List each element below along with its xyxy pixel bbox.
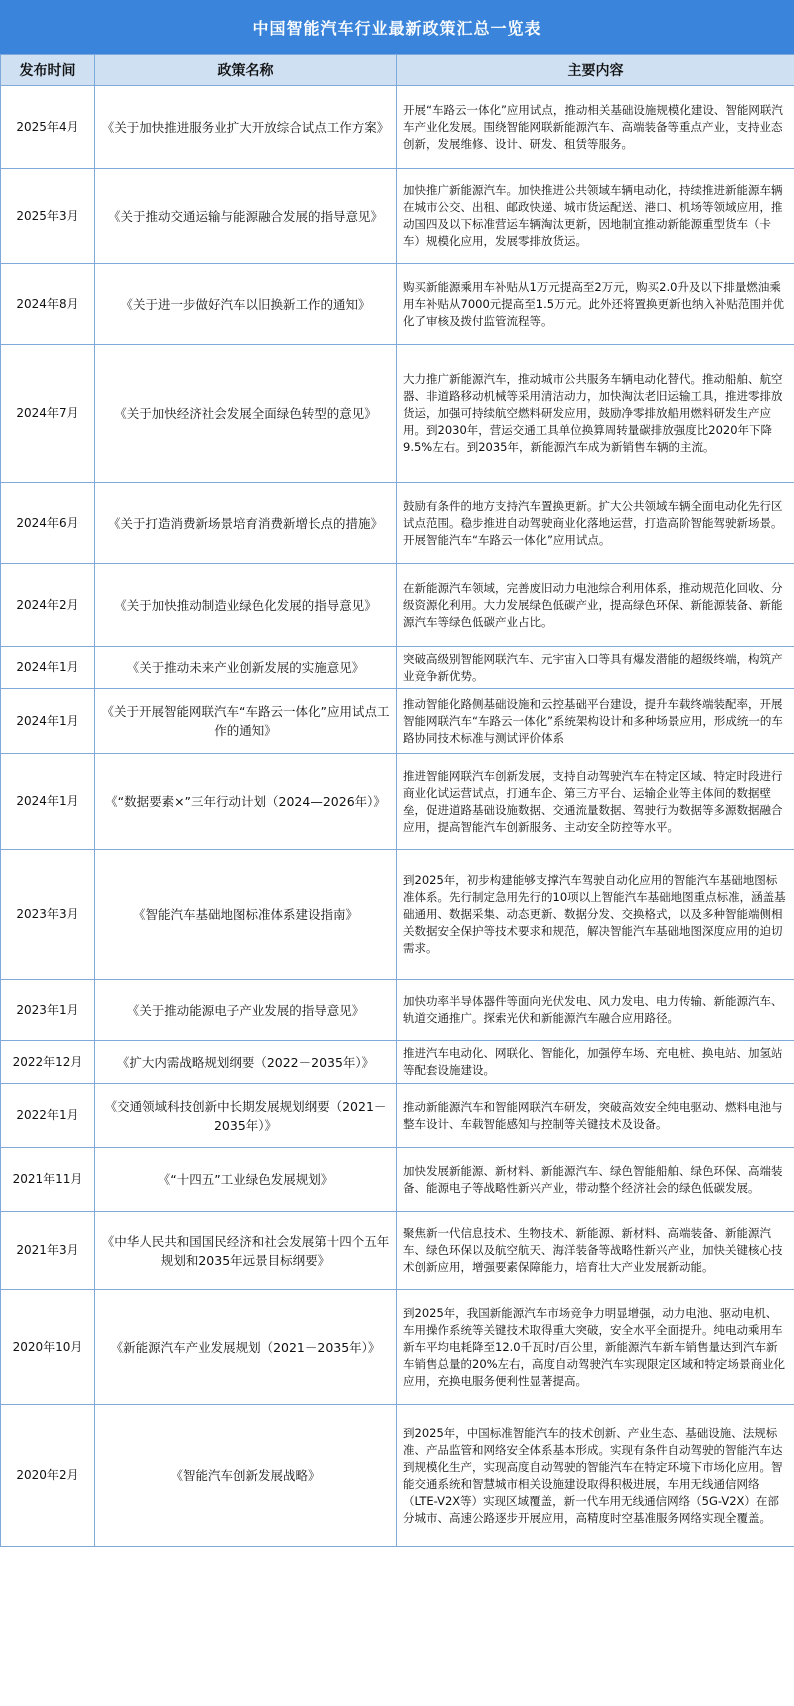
cell-policy-name: 《“数据要素×”三年行动计划（2024—2026年）》 bbox=[95, 754, 397, 850]
table-row bbox=[1, 1405, 794, 1547]
policy-table bbox=[0, 54, 794, 1547]
cell-main-content: 加快发展新能源、新材料、新能源汽车、绿色智能船舶、绿色环保、高端装备、能源电子等战略性新兴产业，带动整个经济社会的绿色低碳发展。 bbox=[397, 1148, 794, 1212]
cell-policy-name: 《关于开展智能网联汽车“车路云一体化”应用试点工作的通知》 bbox=[95, 689, 397, 754]
cell-date: 2022年12月 bbox=[1, 1041, 95, 1084]
table-row bbox=[1, 647, 794, 689]
cell-policy-name: 《中华人民共和国国民经济和社会发展第十四个五年规划和2035年远景目标纲要》 bbox=[95, 1212, 397, 1290]
cell-main-content: 推动新能源汽车和智能网联汽车研发，突破高效安全纯电驱动、燃料电池与整车设计、车载智能感知与控制等关键技术及设备。 bbox=[397, 1084, 794, 1148]
cell-main-content: 聚焦新一代信息技术、生物技术、新能源、新材料、高端装备、新能源汽车、绿色环保以及航空航天、海洋装备等战略性新兴产业，加快关键核心技术创新应用，增强要素保障能力，培育壮大产业发展新动能。 bbox=[397, 1212, 794, 1290]
table-row bbox=[1, 169, 794, 264]
header-policy-name: 政策名称 bbox=[95, 55, 397, 86]
table-row bbox=[1, 1290, 794, 1405]
page-title: 中国智能汽车行业最新政策汇总一览表 bbox=[0, 0, 794, 54]
cell-policy-name: 《扩大内需战略规划纲要（2022－2035年）》 bbox=[95, 1041, 397, 1084]
cell-date: 2025年4月 bbox=[1, 86, 95, 169]
cell-date: 2021年11月 bbox=[1, 1148, 95, 1212]
cell-main-content: 突破高级别智能网联汽车、元宇宙入口等具有爆发潜能的超级终端，构筑产业竞争新优势。 bbox=[397, 647, 794, 689]
cell-date: 2024年7月 bbox=[1, 345, 95, 483]
cell-policy-name: 《“十四五”工业绿色发展规划》 bbox=[95, 1148, 397, 1212]
cell-main-content: 推进智能网联汽车创新发展，支持自动驾驶汽车在特定区域、特定时段进行商业化试运营试点，打通车企、第三方平台、运输企业等主体间的数据壁垒，促进道路基础设施数据、交通流量数据、驾驶行为数据等多源数据融合应用，提高智能汽车创新服务、主动安全防控等水平。 bbox=[397, 754, 794, 850]
cell-date: 2020年10月 bbox=[1, 1290, 95, 1405]
cell-policy-name: 《交通领域科技创新中长期发展规划纲要（2021－2035年）》 bbox=[95, 1084, 397, 1148]
table-row bbox=[1, 980, 794, 1041]
cell-main-content: 开展“车路云一体化”应用试点，推动相关基础设施规模化建设、智能网联汽车产业化发展。围绕智能网联新能源汽车、高端装备等重点产业，支持业态创新，发展维修、设计、研发、租赁等服务。 bbox=[397, 86, 794, 169]
table-row bbox=[1, 564, 794, 647]
cell-policy-name: 《新能源汽车产业发展规划（2021－2035年）》 bbox=[95, 1290, 397, 1405]
cell-policy-name: 《智能汽车基础地图标准体系建设指南》 bbox=[95, 850, 397, 980]
cell-date: 2025年3月 bbox=[1, 169, 95, 264]
cell-main-content: 到2025年，中国标准智能汽车的技术创新、产业生态、基础设施、法规标准、产品监管和网络安全体系基本形成。实现有条件自动驾驶的智能汽车达到规模化生产，实现高度自动驾驶的智能汽车在特定环境下市场化应用。智能交通系统和智慧城市相关设施建设取得积极进展，车用无线通信网络（LTE-V2X等）实现区域覆盖，新一代车用无线通信网络（5G-V2X）在部分城市、高速公路逐步开展应用，高精度时空基准服务网络实现全覆盖。 bbox=[397, 1405, 794, 1547]
cell-policy-name: 《关于推动交通运输与能源融合发展的指导意见》 bbox=[95, 169, 397, 264]
cell-date: 2020年2月 bbox=[1, 1405, 95, 1547]
cell-date: 2023年3月 bbox=[1, 850, 95, 980]
cell-main-content: 购买新能源乘用车补贴从1万元提高至2万元，购买2.0升及以下排量燃油乘用车补贴从7000元提高至1.5万元。此外还将置换更新也纳入补贴范围并优化了审核及拨付监管流程等。 bbox=[397, 264, 794, 345]
table-header-row bbox=[1, 55, 794, 86]
cell-policy-name: 《关于推动能源电子产业发展的指导意见》 bbox=[95, 980, 397, 1041]
table-row bbox=[1, 754, 794, 850]
cell-policy-name: 《关于推动未来产业创新发展的实施意见》 bbox=[95, 647, 397, 689]
table-row bbox=[1, 86, 794, 169]
cell-date: 2021年3月 bbox=[1, 1212, 95, 1290]
cell-policy-name: 《智能汽车创新发展战略》 bbox=[95, 1405, 397, 1547]
cell-main-content: 推动智能化路侧基础设施和云控基础平台建设，提升车载终端装配率，开展智能网联汽车“车路云一体化”系统架构设计和多种场景应用，形成统一的车路协同技术标准与测试评价体系 bbox=[397, 689, 794, 754]
cell-date: 2022年1月 bbox=[1, 1084, 95, 1148]
table-row bbox=[1, 1148, 794, 1212]
table-row bbox=[1, 850, 794, 980]
cell-policy-name: 《关于加快推进服务业扩大开放综合试点工作方案》 bbox=[95, 86, 397, 169]
table-row bbox=[1, 1084, 794, 1148]
cell-main-content: 鼓励有条件的地方支持汽车置换更新。扩大公共领域车辆全面电动化先行区试点范围。稳步推进自动驾驶商业化落地运营，打造高阶智能驾驶新场景。开展智能汽车“车路云一体化”应用试点。 bbox=[397, 483, 794, 564]
table-row bbox=[1, 1041, 794, 1084]
header-date: 发布时间 bbox=[1, 55, 95, 86]
cell-date: 2024年6月 bbox=[1, 483, 95, 564]
cell-policy-name: 《关于进一步做好汽车以旧换新工作的通知》 bbox=[95, 264, 397, 345]
table-row bbox=[1, 483, 794, 564]
cell-main-content: 推进汽车电动化、网联化、智能化，加强停车场、充电桩、换电站、加氢站等配套设施建设。 bbox=[397, 1041, 794, 1084]
cell-policy-name: 《关于打造消费新场景培育消费新增长点的措施》 bbox=[95, 483, 397, 564]
cell-main-content: 加快推广新能源汽车。加快推进公共领域车辆电动化，持续推进新能源车辆在城市公交、出租、邮政快递、城市货运配送、港口、机场等领域应用，推动国四及以下标准营运车辆淘汰更新，因地制宜推动新能源重型货车（卡车）规模化应用，发展零排放货运。 bbox=[397, 169, 794, 264]
cell-date: 2023年1月 bbox=[1, 980, 95, 1041]
cell-date: 2024年1月 bbox=[1, 689, 95, 754]
cell-main-content: 到2025年，初步构建能够支撑汽车驾驶自动化应用的智能汽车基础地图标准体系。先行制定急用先行的10项以上智能汽车基础地图重点标准，涵盖基础通用、数据采集、动态更新、数据分发、交换格式，以及多种智能端侧相关数据安全保护等技术要求和规范，解决智能汽车基础地图深度应用的迫切需求。 bbox=[397, 850, 794, 980]
table-row bbox=[1, 689, 794, 754]
cell-main-content: 大力推广新能源汽车，推动城市公共服务车辆电动化替代。推动船舶、航空器、非道路移动机械等采用清洁动力，加快淘汰老旧运输工具，推进零排放货运，加强可持续航空燃料研发应用，鼓励净零排放船用燃料研发生产应用。到2030年，营运交通工具单位换算周转量碳排放强度比2020年下降9.5%左右。到2035年，新能源汽车成为新销售车辆的主流。 bbox=[397, 345, 794, 483]
cell-date: 2024年1月 bbox=[1, 647, 95, 689]
table-row bbox=[1, 345, 794, 483]
cell-date: 2024年1月 bbox=[1, 754, 95, 850]
table-body bbox=[1, 86, 794, 1547]
cell-main-content: 加快功率半导体器件等面向光伏发电、风力发电、电力传输、新能源汽车、轨道交通推广。探索光伏和新能源汽车融合应用路径。 bbox=[397, 980, 794, 1041]
table-row bbox=[1, 264, 794, 345]
cell-policy-name: 《关于加快推动制造业绿色化发展的指导意见》 bbox=[95, 564, 397, 647]
cell-date: 2024年8月 bbox=[1, 264, 95, 345]
cell-policy-name: 《关于加快经济社会发展全面绿色转型的意见》 bbox=[95, 345, 397, 483]
header-main-content: 主要内容 bbox=[397, 55, 794, 86]
table-row bbox=[1, 1212, 794, 1290]
cell-main-content: 到2025年，我国新能源汽车市场竞争力明显增强，动力电池、驱动电机、车用操作系统等关键技术取得重大突破，安全水平全面提升。纯电动乘用车新车平均电耗降至12.0千瓦时/百公里，新能源汽车新车销售量达到汽车新车销售总量的20%左右，高度自动驾驶汽车实现限定区域和特定场景商业化应用，充换电服务便利性显著提高。 bbox=[397, 1290, 794, 1405]
cell-main-content: 在新能源汽车领域，完善废旧动力电池综合利用体系，推动规范化回收、分级资源化利用。大力发展绿色低碳产业，提高绿色环保、新能源装备、新能源汽车等绿色低碳产业占比。 bbox=[397, 564, 794, 647]
cell-date: 2024年2月 bbox=[1, 564, 95, 647]
